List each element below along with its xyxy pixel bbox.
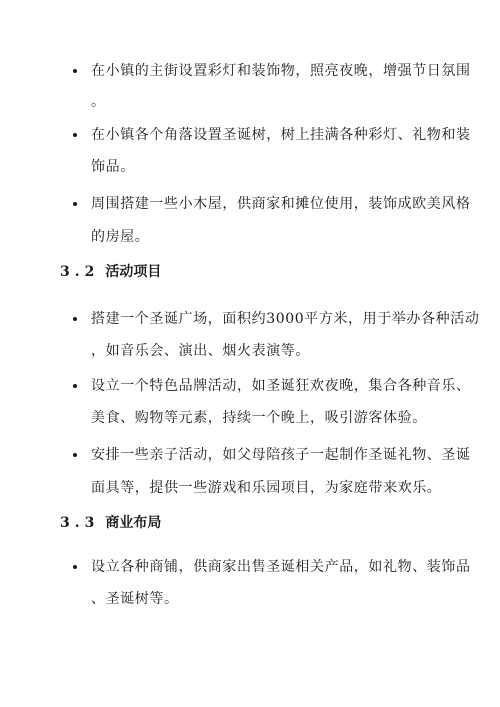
list-item-text-line: 设立各种商铺，供商家出售圣诞相关产品，如礼物、装饰品 (91, 559, 471, 575)
list-item-text-line: 在小镇的主街设置彩灯和装饰物，照亮夜晚，增强节日氛围 (91, 63, 471, 79)
bullet-icon (73, 317, 77, 321)
bullet-icon (73, 133, 77, 137)
list-item-text-line: 的房屋。 (91, 229, 150, 245)
list-item-text-line: 在小镇各个角落设置圣诞树，树上挂满各种彩灯、礼物和装 (91, 127, 471, 143)
list-item-text-line: 饰品。 (91, 159, 135, 175)
bullet-icon (73, 202, 77, 206)
section-heading (60, 263, 161, 281)
bullet-icon (73, 453, 77, 457)
list-item-text-line: ，如音乐会、演出、烟火表演等。 (91, 343, 310, 359)
section-heading (60, 514, 161, 532)
section-title: 活动项目 (105, 264, 162, 280)
section-number: 3.3 (60, 515, 100, 531)
list-item-text-line: 美食、购物等元素，持续一个晚上，吸引游客体验。 (91, 410, 427, 426)
list-item-text-line: 、圣诞树等。 (91, 591, 179, 607)
bullet-icon (73, 384, 77, 388)
section-number: 3.2 (60, 264, 100, 280)
list-item-text-line: 面具等，提供一些游戏和乐园项目，为家庭带来欢乐。 (91, 480, 442, 496)
list-item-text-line: 安排一些亲子活动，如父母陪孩子一起制作圣诞礼物、圣诞 (91, 447, 471, 463)
bullet-icon (73, 565, 77, 569)
list-item-text-line: 。 (91, 94, 106, 110)
list-item-text-line: 周围搭建一些小木屋，供商家和摊位使用，装饰成欧美风格 (91, 196, 471, 212)
list-item-text-line: 设立一个特色品牌活动，如圣诞狂欢夜晚，集合各种音乐、 (91, 378, 471, 394)
section-title: 商业布局 (105, 515, 162, 531)
bullet-icon (73, 69, 77, 73)
list-item-text-line: 搭建一个圣诞广场，面积约3000平方米，用于举办各种活动 (91, 311, 480, 327)
